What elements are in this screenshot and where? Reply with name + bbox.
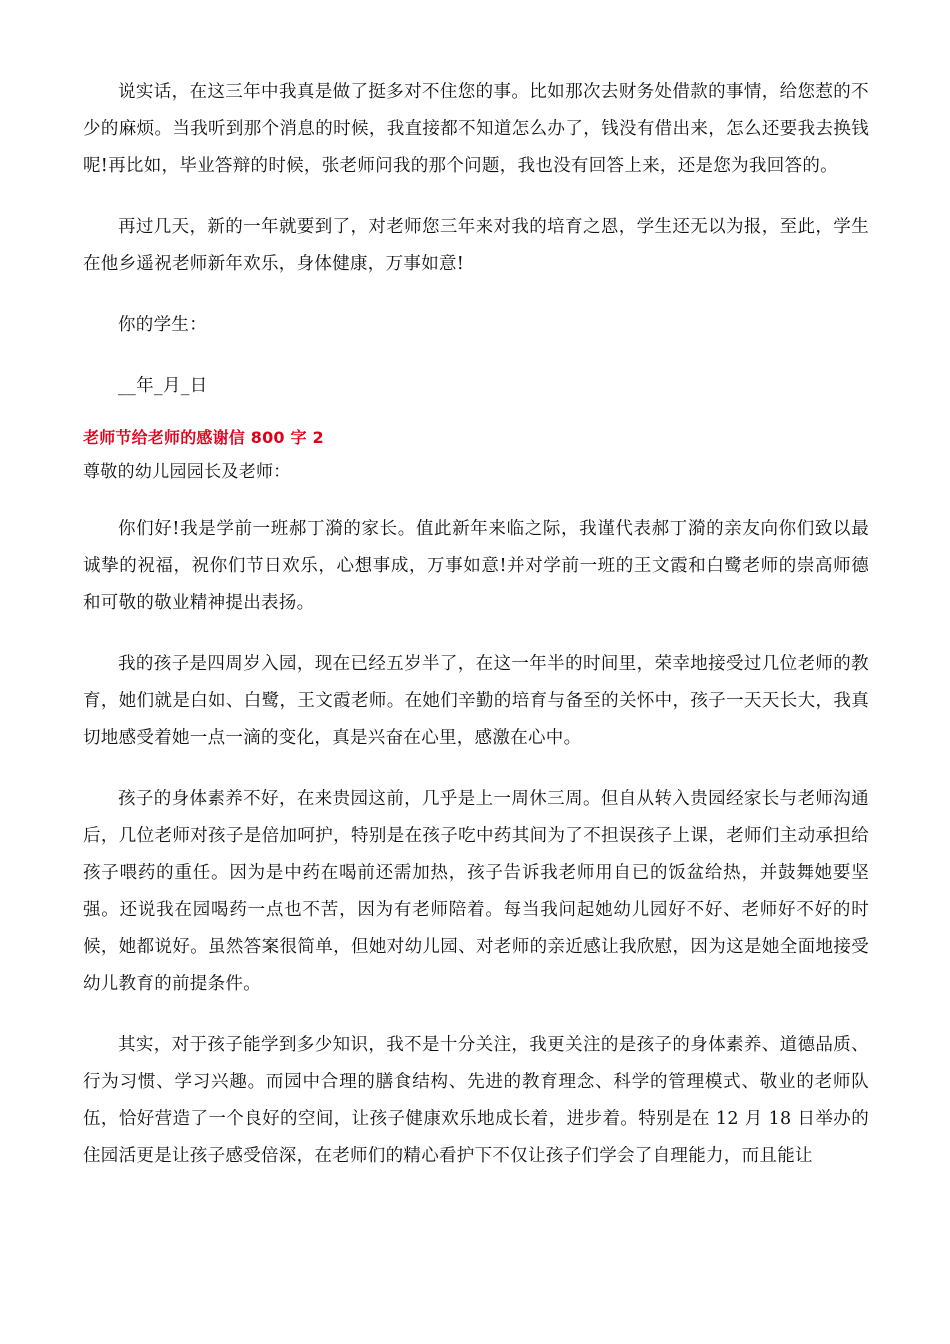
letter1-sign-off: 你的学生： [118, 315, 207, 335]
section-heading: 老师节给老师的感谢信 800 字 2 [83, 428, 324, 447]
document-page [83, 74, 869, 1175]
letter1-paragraph-2: 再过几天，新的一年就要到了，对老师您三年来对我的培育之恩，学生还无以为报，至此，学生在他乡遥祝老师新年欢乐，身体健康，万事如意! [83, 217, 869, 274]
letter2-paragraph-3: 孩子的身体素养不好，在来贵园这前，几乎是上一周休三周。但自从转入贵园经家长与老师沟通后，几位老师对孩子是倍加呵护，特别是在孩子吃中药其间为了不担误孩子上课，老师们主动承担给孩子喂药的重任。因为是中药在喝前还需加热，孩子告诉我老师用自已的饭盆给热，并鼓舞她要坚强。还说我在园喝药一点也不苦，因为有老师陪着。每当我问起她幼儿园好不好、老师好不好的时候，她都说好。虽然答案很简单，但她对幼儿园、对老师的亲近感让我欣慰，因为这是她全面地接受幼儿教育的前提条件。 [83, 789, 869, 994]
letter2-paragraph-2: 我的孩子是四周岁入园，现在已经五岁半了，在这一年半的时间里，荣幸地接受过几位老师的教育，她们就是白如、白鹭，王文霞老师。在她们辛勤的培育与备至的关怀中，孩子一天天长大，我真切地感受着她一点一滴的变化，真是兴奋在心里，感激在心中。 [83, 654, 869, 748]
letter1-paragraph-1: 说实话，在这三年中我真是做了挺多对不住您的事。比如那次去财务处借款的事情，给您惹的不少的麻烦。当我听到那个消息的时候，我直接都不知道怎么办了，钱没有借出来，怎么还要我去换钱呢!再比如，毕业答辩的时候，张老师问我的那个问题，我也没有回答上来，还是您为我回答的。 [83, 82, 869, 176]
letter2-paragraph-1: 你们好!我是学前一班郝丁漪的家长。值此新年来临之际，我谨代表郝丁漪的亲友向你们致以最诚挚的祝福，祝你们节日欢乐，心想事成，万事如意!并对学前一班的王文霞和白鹭老师的崇高师德和可敬的敬业精神提出表扬。 [83, 519, 869, 613]
letter2-paragraph-4: 其实，对于孩子能学到多少知识，我不是十分关注，我更关注的是孩子的身体素养、道德品质、行为习惯、学习兴趣。而园中合理的膳食结构、先进的教育理念、科学的管理模式、敬业的老师队伍，恰好营造了一个良好的空间，让孩子健康欢乐地成长着，进步着。特别是在 12 月 18 日举办的住园活更是让孩子感受倍深，在老师们的精心看护下不仅让孩子们学会了自理能力，而且能让 [83, 1035, 869, 1166]
letter2-salutation: 尊敬的幼儿园园长及老师： [83, 462, 291, 482]
letter1-date-line: __年_月_日 [118, 376, 208, 396]
